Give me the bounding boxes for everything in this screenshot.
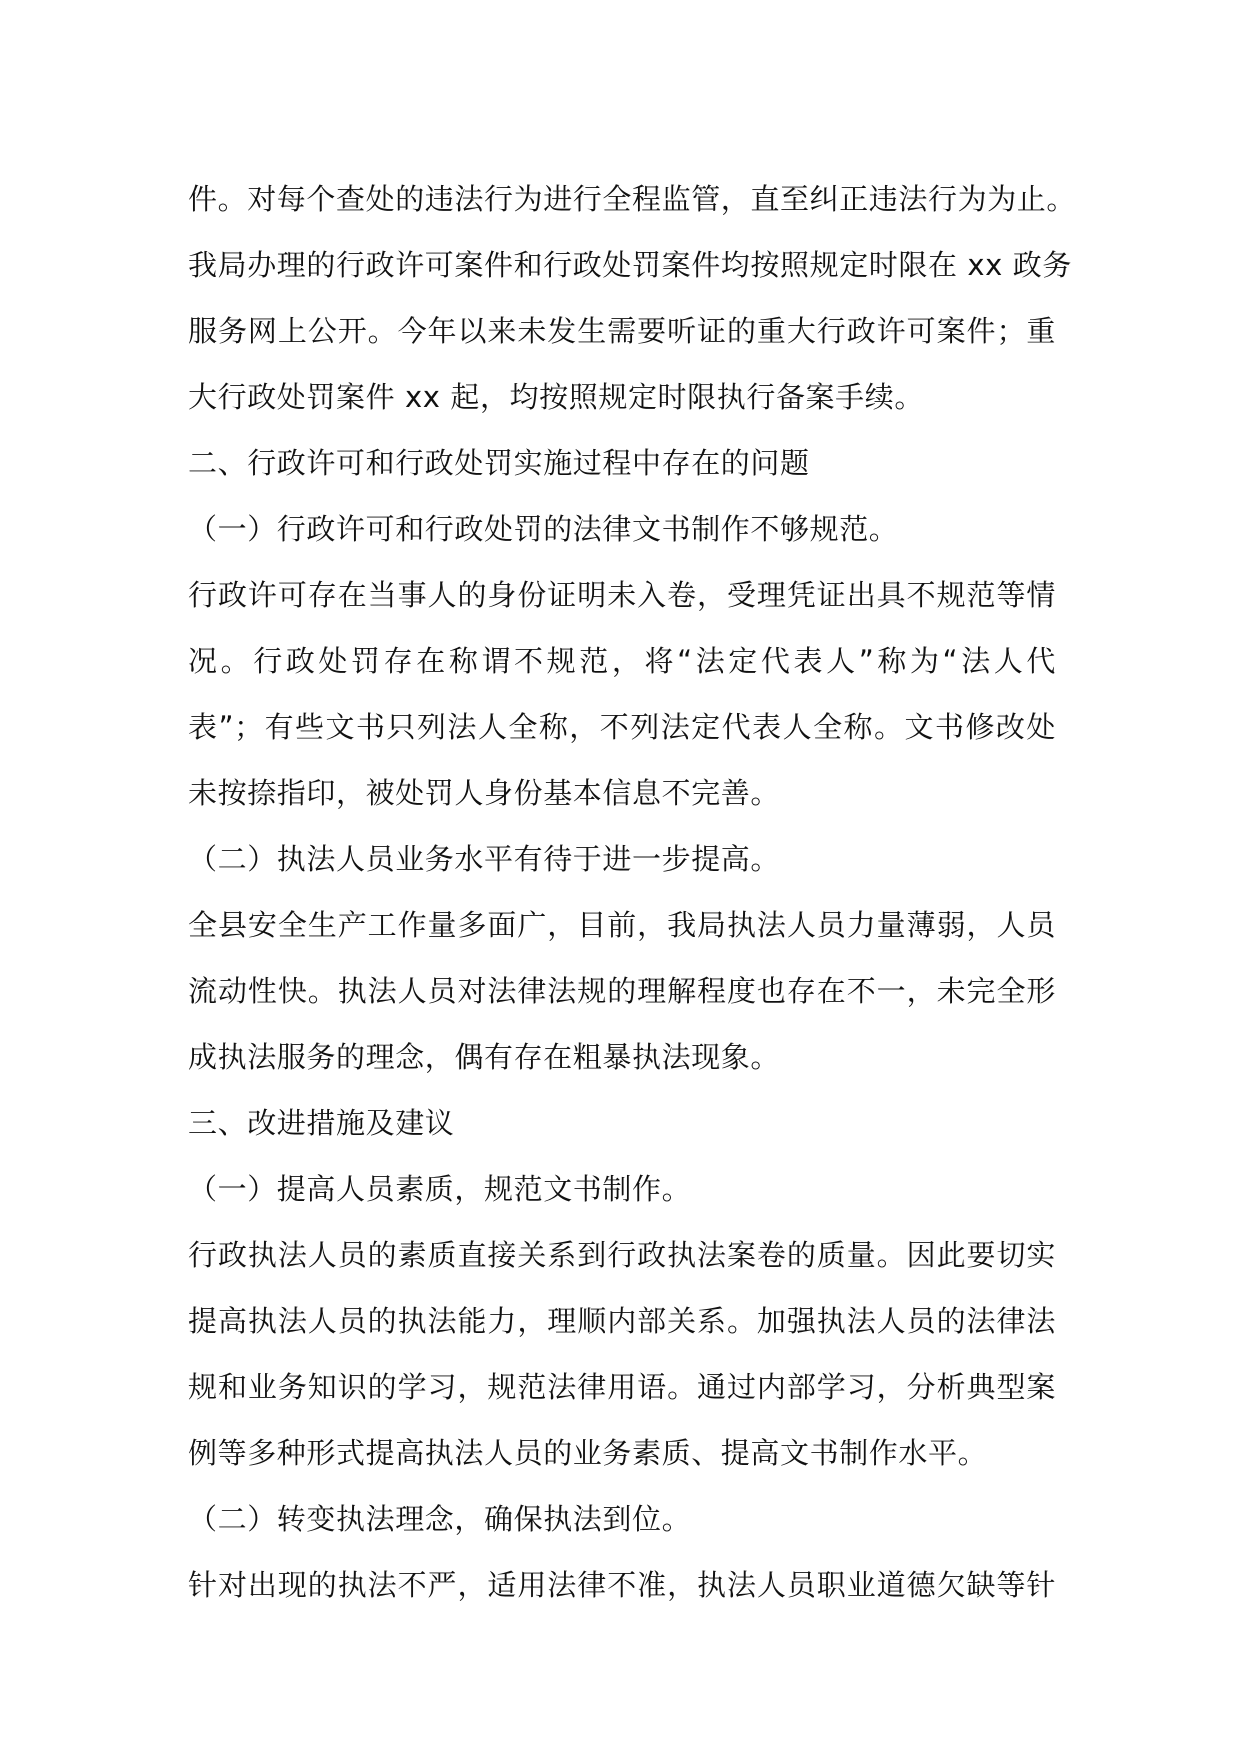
text-line: 提高执法人员的执法能力，理顺内部关系。加强执法人员的法律法 [188, 1304, 1056, 1338]
text-line: 大行政处罚案件 xx 起，均按照规定时限执行备案手续。 [188, 380, 924, 414]
text-line: 表”；有些文书只列法人全称，不列法定代表人全称。文书修改处 [188, 710, 1056, 744]
text-line: 规和业务知识的学习，规范法律用语。通过内部学习，分析典型案 [188, 1370, 1056, 1404]
text-line: 三、改进措施及建议 [188, 1106, 455, 1140]
text-line: 行政许可存在当事人的身份证明未入卷，受理凭证出具不规范等情 [188, 578, 1056, 612]
text-line: 全县安全生产工作量多面广，目前，我局执法人员力量薄弱，人员 [188, 908, 1056, 942]
text-line: 成执法服务的理念，偶有存在粗暴执法现象。 [188, 1040, 781, 1074]
text-line: （二）执法人员业务水平有待于进一步提高。 [188, 842, 781, 876]
text-line: （一）提高人员素质，规范文书制作。 [188, 1172, 692, 1206]
text-line: 况。行政处罚存在称谓不规范，将“法定代表人”称为“法人代 [188, 644, 1056, 678]
text-line: 例等多种形式提高执法人员的业务素质、提高文书制作水平。 [188, 1436, 988, 1470]
text-line: （一）行政许可和行政处罚的法律文书制作不够规范。 [188, 512, 899, 546]
text-line: 流动性快。执法人员对法律法规的理解程度也存在不一，未完全形 [188, 974, 1056, 1008]
text-line: 未按捺指印，被处罚人身份基本信息不完善。 [188, 776, 781, 810]
text-line: 我局办理的行政许可案件和行政处罚案件均按照规定时限在 xx 政务 [188, 248, 1072, 282]
text-line: 服务网上公开。今年以来未发生需要听证的重大行政许可案件；重 [188, 314, 1056, 348]
document-page [188, 166, 1077, 1618]
text-line: 件。对每个查处的违法行为进行全程监管，直至纠正违法行为为止。 [188, 182, 1077, 216]
text-line: 二、行政许可和行政处罚实施过程中存在的问题 [188, 446, 810, 480]
text-line: （二）转变执法理念，确保执法到位。 [188, 1502, 692, 1536]
text-line: 针对出现的执法不严，适用法律不准，执法人员职业道德欠缺等针 [188, 1568, 1056, 1602]
text-line: 行政执法人员的素质直接关系到行政执法案卷的质量。因此要切实 [188, 1238, 1056, 1272]
